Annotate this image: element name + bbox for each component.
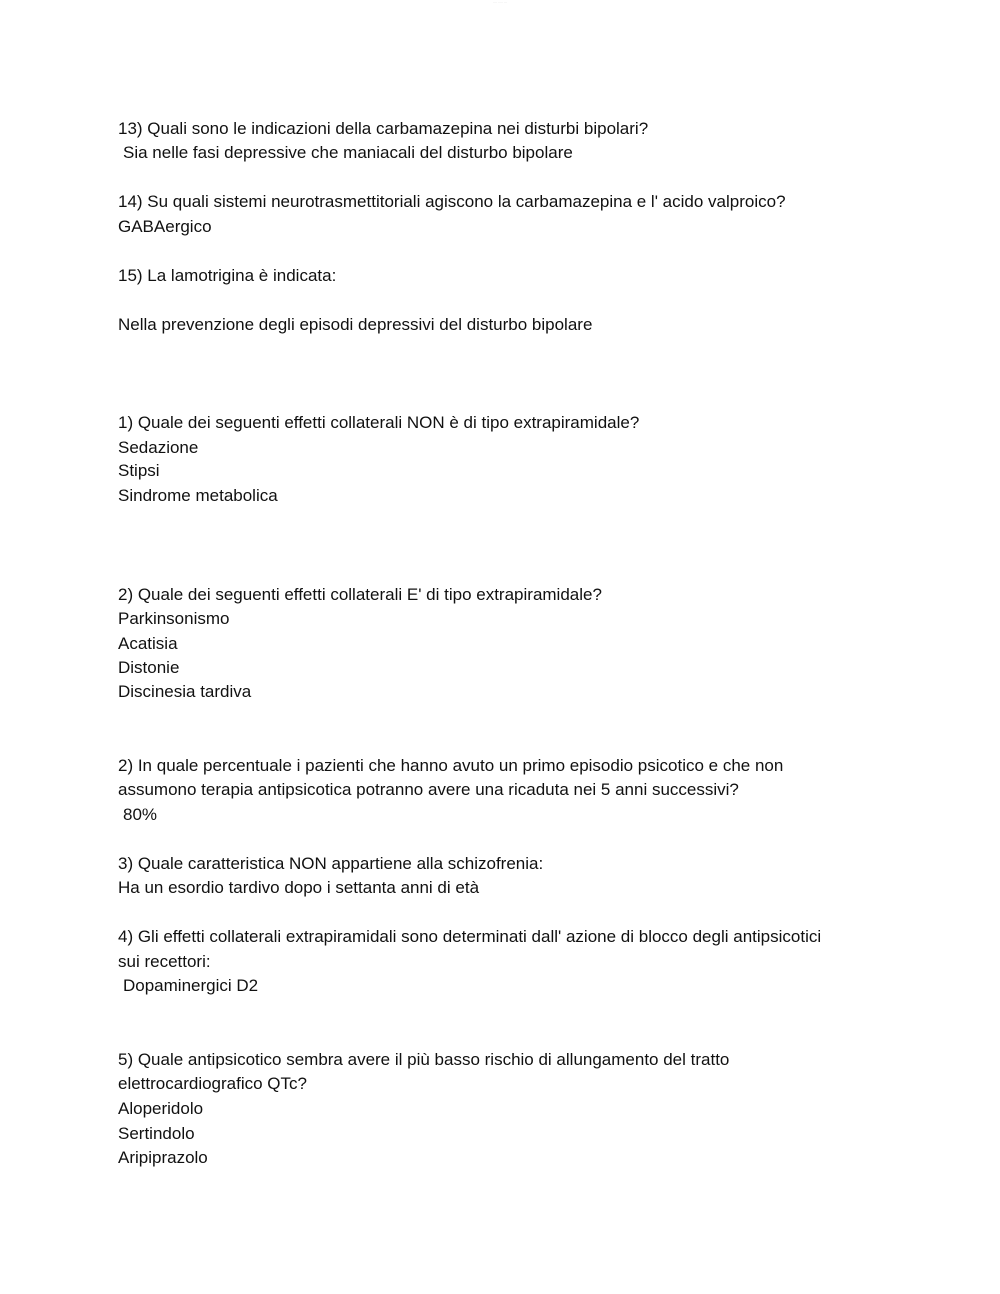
answer-5-item: Aripiprazolo — [118, 1148, 208, 1167]
answer-4: Dopaminergici D2 — [123, 976, 259, 995]
question-5-line2: elettrocardiografico QTc? — [118, 1074, 307, 1093]
answer-5-item: Sertindolo — [118, 1124, 195, 1143]
question-2a: 2) Quale dei seguenti effetti collaterali E' di tipo extrapiramidale? — [118, 585, 602, 604]
answer-1-item: Sedazione — [118, 438, 199, 457]
answer-14: GABAergico — [118, 217, 212, 236]
answer-2a-item: Distonie — [118, 658, 180, 677]
answer-15: Nella prevenzione degli episodi depressivi del disturbo bipolare — [118, 315, 593, 334]
question-2b-line1: 2) In quale percentuale i pazienti che hanno avuto un primo episodio psicotico e che non — [118, 756, 784, 775]
question-4-line2: sui recettori: — [118, 952, 211, 971]
answer-1-item: Sindrome metabolica — [118, 486, 278, 505]
question-4-line1: 4) Gli effetti collaterali extrapiramidali sono determinati dall' azione di blocco degli antipsicotici — [118, 927, 822, 946]
answer-2a-item: Parkinsonismo — [118, 609, 230, 628]
question-3: 3) Quale caratteristica NON appartiene alla schizofrenia: — [118, 854, 544, 873]
question-15: 15) La lamotrigina è indicata: — [118, 266, 337, 285]
header-mark: ···· ·· ··· ··· — [492, 0, 508, 4]
answer-13: Sia nelle fasi depressive che maniacali del disturbo bipolare — [123, 143, 573, 162]
answer-2a-item: Acatisia — [118, 634, 178, 653]
answer-5-item: Aloperidolo — [118, 1099, 204, 1118]
answer-3: Ha un esordio tardivo dopo i settanta anni di età — [118, 878, 480, 897]
answer-2a-item: Discinesia tardiva — [118, 682, 252, 701]
question-5-line1: 5) Quale antipsicotico sembra avere il più basso rischio di allungamento del tratto — [118, 1050, 730, 1069]
question-14: 14) Su quali sistemi neurotrasmettitoriali agiscono la carbamazepina e l' acido valproico? — [118, 192, 786, 211]
question-13: 13) Quali sono le indicazioni della carbamazepina nei disturbi bipolari? — [118, 119, 649, 138]
answer-2b: 80% — [123, 805, 158, 824]
question-1: 1) Quale dei seguenti effetti collaterali NON è di tipo extrapiramidale? — [118, 413, 640, 432]
question-2b-line2: assumono terapia antipsicotica potranno avere una ricaduta nei 5 anni successivi? — [118, 780, 739, 799]
answer-1-item: Stipsi — [118, 461, 160, 480]
